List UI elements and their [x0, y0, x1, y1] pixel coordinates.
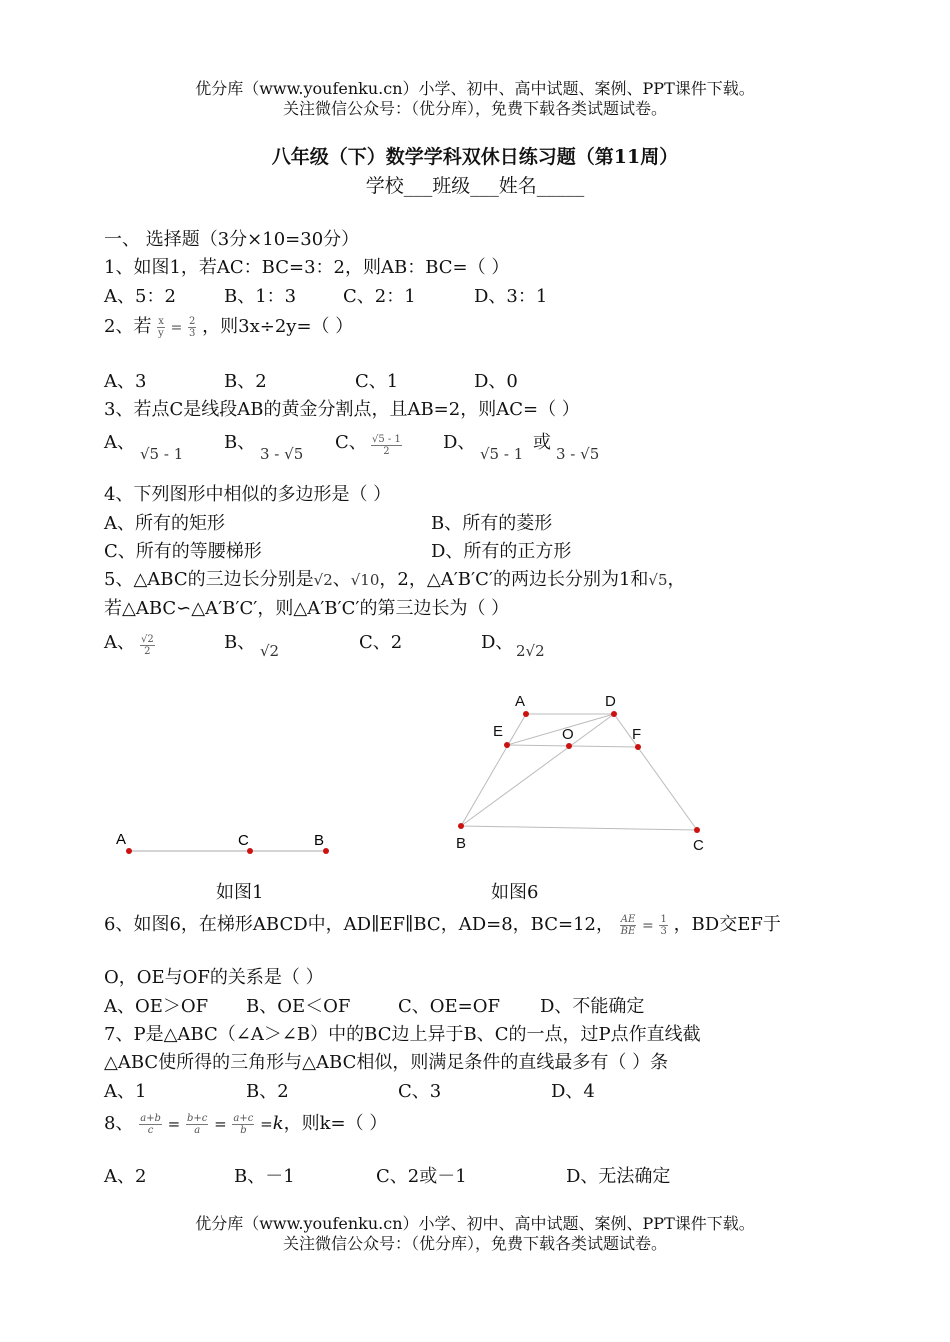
q5-option-d: 2√2	[516, 642, 545, 660]
section-heading: 一、 选择题（3分×10=30分）	[104, 229, 360, 250]
point-d-dot	[611, 711, 617, 717]
fig6-caption: 如图6	[491, 882, 539, 903]
page-title: 八年级（下）数学学科双休日练习题（第11周）	[271, 146, 679, 168]
q3-option-c	[371, 434, 402, 457]
q6-equals: =	[641, 918, 654, 934]
q5-sep: 、	[332, 569, 351, 590]
fig6-label-o: O	[562, 726, 574, 743]
q5-line1-b: ，2，△A′B′C′的两边长分别为1和	[379, 569, 649, 590]
q2-stem	[104, 315, 353, 340]
q6-fraction-13	[659, 914, 667, 937]
q1-option-d: D、3：1	[474, 286, 548, 307]
q2-option-c: C、1	[355, 371, 399, 392]
q3-option-d-or: 或	[533, 432, 551, 453]
q2-prefix: 2、若	[104, 316, 152, 337]
q1-option-b: B、1：3	[224, 286, 297, 307]
point-o-dot	[566, 743, 572, 749]
q3-option-d1: √5 - 1	[480, 445, 524, 463]
q4-stem: 4、下列图形中相似的多边形是（ ）	[104, 484, 392, 505]
q2-frac2-den: 3	[189, 327, 196, 339]
q2-option-d: D、0	[474, 371, 518, 392]
q2-frac1-den: y	[158, 327, 164, 339]
q5-label-a: A、	[104, 632, 135, 653]
q4-option-b: B、所有的菱形	[431, 513, 553, 534]
q3-option-b: 3 - √5	[260, 445, 304, 463]
q6-option-b: B、OE＜OF	[246, 996, 351, 1017]
q1-option-a: A、5：2	[104, 286, 176, 307]
fig1-label-a: A	[116, 831, 127, 848]
q7-option-c: C、3	[398, 1081, 442, 1102]
fig6-label-f: F	[632, 726, 642, 743]
figure-6	[440, 685, 730, 860]
q6-option-a: A、OE＞OF	[104, 996, 209, 1017]
fig6-label-e: E	[493, 723, 504, 740]
q2-fraction-23	[188, 316, 196, 339]
q4-option-d: D、所有的正方形	[431, 541, 572, 562]
fig6-label-d: D	[605, 693, 616, 710]
q2-frac2-num: 2	[189, 315, 196, 327]
q6-frac1-num: AE	[620, 913, 636, 925]
q6-frac1-den: BE	[620, 925, 636, 937]
q3-optc-den: 2	[383, 446, 390, 457]
q2-frac1-num: x	[158, 315, 164, 327]
q8-equals-2: =	[214, 1115, 227, 1133]
q8-stem	[104, 1112, 387, 1136]
segment-bd	[461, 714, 614, 826]
q4-option-c: C、所有的等腰梯形	[104, 541, 262, 562]
q4-option-a: A、所有的矩形	[104, 513, 225, 534]
fig6-label-c: C	[693, 837, 704, 854]
point-a-dot	[126, 848, 132, 854]
header-line-2: 关注微信公众号：（优分库），免费下载各类试题试卷。	[282, 99, 667, 118]
q8-option-c: C、2或－1	[376, 1166, 467, 1187]
q8-equals-1: =	[167, 1115, 181, 1133]
footer-line-2: 关注微信公众号：（优分库），免费下载各类试题试卷。	[282, 1234, 667, 1253]
q8-k: k	[272, 1113, 284, 1134]
q7-option-d: D、4	[551, 1081, 595, 1102]
q3-option-d2: 3 - √5	[556, 445, 600, 463]
q5-label-d: D、	[481, 632, 514, 653]
q5-option-b: √2	[260, 642, 280, 660]
q5-line1-a: 5、△ABC的三边长分别是	[104, 569, 314, 590]
q3-option-c-fraction	[371, 434, 402, 457]
q6-option-c: C、OE=OF	[398, 996, 500, 1017]
q6-line1-b: ，BD交EF于	[673, 914, 781, 935]
q3-label-d: D、	[443, 432, 476, 453]
point-e-dot	[504, 742, 510, 748]
q8-f1-den: c	[147, 1124, 154, 1136]
point-c-dot	[694, 827, 700, 833]
q6-line-2: O，OE与OF的关系是（ ）	[104, 967, 324, 988]
q6-fraction-ae-be	[620, 914, 637, 937]
q7-option-b: B、2	[246, 1081, 289, 1102]
q5-option-a-fraction	[140, 634, 155, 657]
segment-ef	[507, 745, 638, 747]
q1-stem: 1、如图1，若AC：BC=3：2，则AB：BC=（ ）	[104, 257, 510, 278]
q6-line1-a: 6、如图6，在梯形ABCD中，AD∥EF∥BC，AD=8，BC=12，	[104, 914, 614, 935]
segment-bc	[461, 826, 697, 830]
q8-option-d: D、无法确定	[566, 1166, 671, 1187]
fig1-caption: 如图1	[216, 882, 264, 903]
q8-fraction-2	[186, 1113, 208, 1136]
q5-opta-den: 2	[144, 646, 151, 657]
student-info-line: 学校___班级___姓名_____	[365, 175, 585, 197]
q5-label-b: B、	[224, 632, 256, 653]
q7-line-1: 7、P是△ABC（∠A＞∠B）中的BC边上异于B、C的一点，过P点作直线截	[104, 1024, 701, 1045]
q8-suffix: ，则k=（ ）	[283, 1113, 388, 1134]
q2-option-a: A、3	[104, 371, 147, 392]
q5-line1-c: ，	[667, 569, 686, 590]
q2-option-b: B、2	[224, 371, 267, 392]
q8-f2-num: b+c	[186, 1112, 208, 1124]
q8-fraction-1	[139, 1113, 162, 1136]
q6-frac2-num: 1	[660, 913, 667, 925]
q1-option-c: C、2：1	[343, 286, 416, 307]
point-f-dot	[635, 744, 641, 750]
footer-line-1: 优分库（www.youfenku.cn）小学、初中、高中试题、案例、PPT课件下载。	[195, 1214, 755, 1233]
q5-option-a	[140, 634, 155, 657]
q2-fraction-xy	[157, 316, 165, 339]
q5-sqrt5: √5	[648, 571, 668, 589]
q6-option-d: D、不能确定	[540, 996, 645, 1017]
q5-opta-num: √2	[141, 634, 154, 645]
q5-option-c: C、2	[359, 632, 403, 653]
q8-equals-3: =	[260, 1115, 273, 1133]
q5-line-1	[104, 568, 686, 592]
q3-stem: 3、若点C是线段AB的黄金分割点，且AB=2，则AC=（ ）	[104, 399, 580, 420]
q2-equals: =	[170, 320, 183, 336]
q8-fraction-3	[232, 1113, 254, 1136]
q7-line-2: △ABC使所得的三角形与△ABC相似，则满足条件的直线最多有（ ）条	[104, 1052, 669, 1073]
q8-option-a: A、2	[104, 1166, 147, 1187]
q8-prefix: 8、	[104, 1113, 134, 1134]
q6-line-1	[104, 913, 781, 938]
q5-sqrt10: √10	[350, 571, 380, 589]
fig1-label-b: B	[314, 832, 325, 849]
fig1-label-c: C	[238, 832, 249, 849]
q2-suffix: ，则3x÷2y=（ ）	[202, 316, 354, 337]
q5-sqrt2: √2	[313, 571, 333, 589]
q6-frac2-den: 3	[660, 925, 667, 937]
q3-label-c: C、	[335, 432, 367, 453]
q7-option-a: A、1	[104, 1081, 147, 1102]
q3-optc-num: √5 - 1	[372, 434, 401, 445]
point-b-dot	[458, 823, 464, 829]
q5-line-2: 若△ABC∽△A′B′C′，则△A′B′C′的第三边长为（ ）	[104, 598, 510, 619]
segment-dc	[614, 714, 697, 830]
q8-option-b: B、－1	[234, 1166, 295, 1187]
q8-f3-den: b	[240, 1124, 247, 1136]
q8-f1-num: a+b	[140, 1112, 161, 1124]
header-line-1: 优分库（www.youfenku.cn）小学、初中、高中试题、案例、PPT课件下载。	[195, 79, 755, 98]
q3-label-b: B、	[224, 432, 256, 453]
fig6-label-b: B	[456, 835, 467, 852]
q8-f3-num: a+c	[233, 1112, 254, 1124]
q8-f2-den: a	[194, 1124, 201, 1136]
q3-label-a: A、	[104, 432, 135, 453]
q3-option-a: √5 - 1	[140, 445, 184, 463]
figure-1	[100, 820, 360, 870]
point-a-dot	[523, 711, 529, 717]
fig6-label-a: A	[515, 693, 526, 710]
